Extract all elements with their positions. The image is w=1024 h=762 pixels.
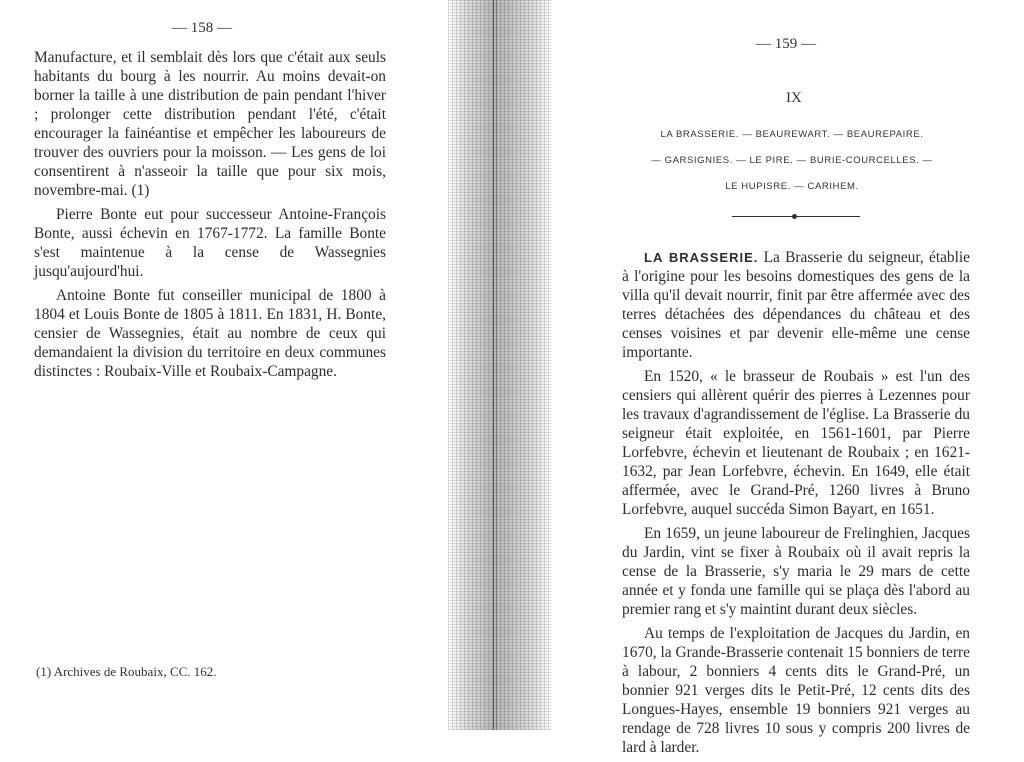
book-gutter: [448, 0, 552, 730]
chapter-subjects-line-2: — GARSIGNIES. — LE PIRE. — BURIE-COURCELLES. —: [651, 155, 933, 166]
left-paragraph-2: Pierre Bonte eut pour successeur Antoine-François Bonte, aussi échevin en 1767-1772. La famille Bonte s'est maintenue à la cense de Wassegnies jusqu'aujourd'hui.: [34, 206, 386, 280]
left-paragraph-1: Manufacture, et il semblait dès lors que c'était aux seuls habitants du bourg à les nourrir. Au moins devait-on borner la taille à une distribution de pain pendant l'hiver ; prolonger cette distribution pendant l'été, c'était encourager la fainéantise et empêcher les laboureurs de trouver des ouvriers pour la moisson. — Les gens de loi consentirent à n'asseoir la taille que pour six mois, novembre-mai. (1): [34, 49, 386, 199]
footnote: (1) Archives de Roubaix, CC. 162.: [36, 664, 217, 679]
chapter-subjects-line-3: LE HUPISRE. — CARIHEM.: [725, 181, 859, 192]
left-paragraph-3: Antoine Bonte fut conseiller municipal de 1800 à 1804 et Louis Bonte de 1805 à 1811. En 1831, H. Bonte, censier de Wassegnies, était au nombre de ceux qui demandaient la division du territoire en deux communes distinctes : Roubaix-Ville et Roubaix-Campagne.: [34, 287, 386, 380]
gutter-fold-line: [493, 0, 494, 730]
right-page: [560, 0, 1024, 756]
chapter-subjects-line-1: LA BRASSERIE. — BEAUREWART. — BEAUREPAIRE.: [660, 129, 924, 140]
right-paragraph-3: En 1659, un jeune laboureur de Frelinghien, Jacques du Jardin, vint se fixer à Roubaix où il avait repris la cense de la Brasserie, s'y maria le 29 mars de cette année et y fonda une famille qui se plaça dès l'abord au premier rang et s'y maintint durant deux siècles.: [622, 525, 970, 618]
right-paragraph-1: [622, 248, 970, 362]
page-number-158: — 158 —: [172, 20, 232, 36]
right-paragraph-4: Au temps de l'exploitation de Jacques du Jardin, en 1670, la Grande-Brasserie contenait 15 bonniers de terre à labour, 2 bonniers 4 cents dits le Grand-Pré, un bonnier 921 verges dits le Petit-Pré, 12 cents dits des Longues-Hayes, ensemble 19 bonniers 921 verges au rendage de 728 livres 10 sous y compris 200 livres de lard à larder.: [622, 625, 970, 756]
left-page: [0, 0, 460, 730]
left-page-body: [34, 48, 386, 386]
right-page-body: [622, 248, 970, 762]
right-paragraph-1-text: La Brasserie du seigneur, établie à l'origine pour les besoins domestiques des gens de la villa qu'il devait nourrir, finit par être affermée avec des terres détachées des dépendances du château et des censes voisines et par devenir elle-même une cense importante.: [622, 249, 971, 361]
chapter-number: IX: [786, 90, 802, 106]
section-lead-title: LA BRASSERIE.: [644, 250, 759, 265]
gutter-fold-line: [496, 0, 497, 730]
ornamental-rule: [732, 216, 860, 217]
page-number-159: — 159 —: [756, 36, 816, 52]
right-paragraph-2: En 1520, « le brasseur de Roubais » est l'un des censiers qui allèrent quérir des pierres à Lezennes pour les travaux d'agrandissement de l'église. La Brasserie du seigneur était exploitée, en 1561-1601, par Pierre Lorfebvre, échevin et lieutenant de Roubaix ; en 1621-1632, par Jean Lorfebvre, échevin. En 1649, elle était affermée, avec le Grand-Pré, 1260 livres à Bruno Lorfebvre, auquel succéda Simon Bayart, en 1651.: [622, 368, 970, 518]
